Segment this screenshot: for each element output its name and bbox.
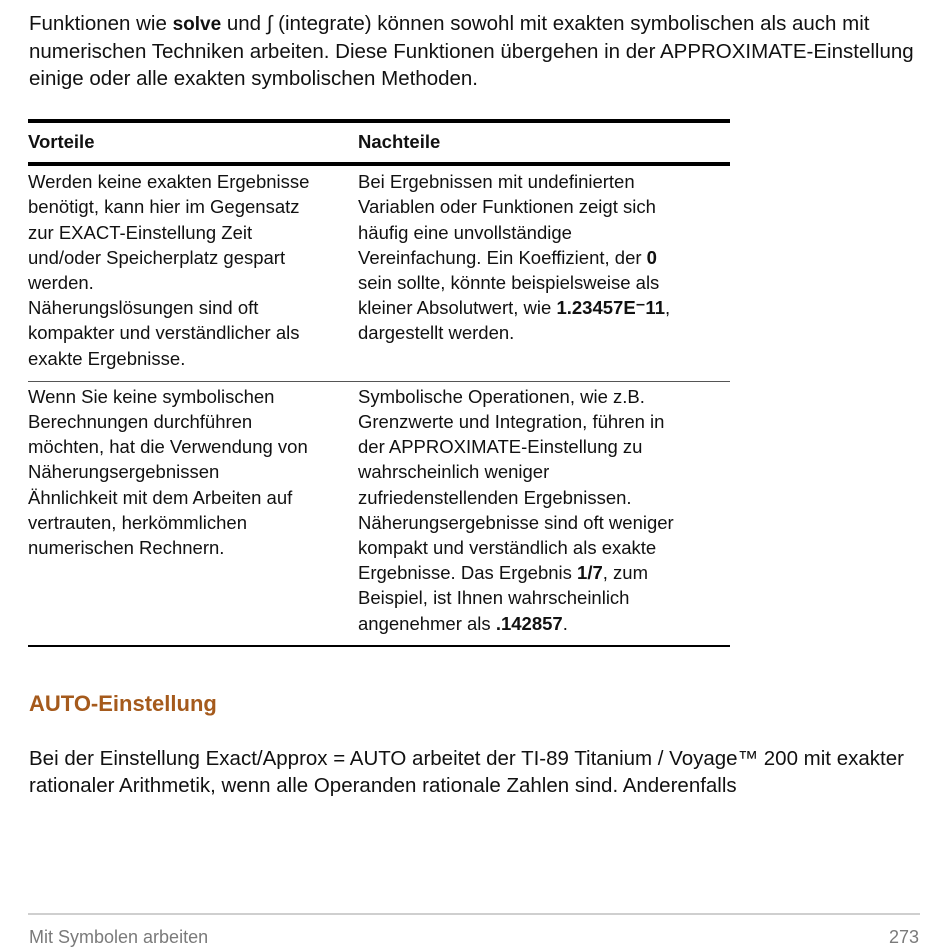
- disadvantage-text-part: , zum Beispiel, ist Ihnen wahrscheinlich angenehmer als: [358, 562, 648, 634]
- integral-symbol: ∫: [266, 12, 273, 35]
- fraction-value: 1/7: [577, 562, 603, 584]
- disadvantage-text-part: Bei Ergebnissen mit undefinierten Variablen oder Funktionen zeigt sich häufig eine unvollständige Vereinfachung. Ein Koeffizient, der: [358, 171, 656, 268]
- table-row: [28, 381, 730, 646]
- disadvantage-text: [358, 384, 730, 636]
- advantage-cell: [28, 381, 358, 646]
- header-vorteile: Vorteile: [28, 121, 358, 164]
- small-value: 1.23457E⁻11: [556, 297, 665, 319]
- intro-text-3: (integrate) können sowohl mit exakten symbolischen als auch mit numerischen Techniken arbeiten. Diese Funktionen übergehen in der APPROXIMATE-Einstellung einige oder alle exakten symbolischen Methoden.: [29, 12, 914, 90]
- zero-value: 0: [646, 246, 657, 268]
- table-row: [28, 164, 730, 381]
- footer-title: Mit Symbolen arbeiten: [29, 927, 209, 947]
- advantage-cell: [28, 164, 358, 381]
- header-nachteile: Nachteile: [358, 121, 730, 164]
- disadvantage-cell: [358, 164, 730, 381]
- decimal-value: .142857: [495, 612, 563, 634]
- footer-divider: [28, 913, 920, 915]
- disadvantage-text-part: Symbolische Operationen, wie z.B. Grenzwerte und Integration, führen in der APPROXIMATE-Einstellung zu wahrscheinlich weniger zufriedenstellenden Ergebnissen. Näherungsergebnisse sind oft weniger kompakt und verständlich als exakte Ergebnisse. Das Ergebnis: [358, 385, 674, 584]
- intro-text-1: Funktionen wie: [29, 12, 173, 35]
- advantage-text: Werden keine exakten Ergebnisse benötigt, kann hier im Gegensatz zur EXACT-Einstellung Zeit und/oder Speicherplatz gespart werden. Näherungslösungen sind oft kompakter und verständlicher als exakte Ergebnisse.: [28, 171, 310, 369]
- table-header-row: [28, 121, 730, 164]
- intro-paragraph: [29, 10, 929, 92]
- advantage-text: Wenn Sie keine symbolischen Berechnungen durchführen möchten, hat die Verwendung von Näherungsergebnissen Ähnlichkeit mit dem Arbeiten auf vertrauten, herkömmlichen numerischen Rechnern.: [28, 385, 308, 559]
- solve-keyword: solve: [172, 14, 222, 35]
- comparison-table: [28, 119, 730, 647]
- intro-text-2: und: [221, 12, 267, 35]
- disadvantage-text-part: .: [562, 612, 568, 634]
- disadvantage-text-part: sein sollte, könnte beispielsweise als kleiner Absolutwert, wie: [358, 272, 660, 319]
- auto-paragraph: Bei der Einstellung Exact/Approx = AUTO arbeitet der TI-89 Titanium / Voyage™ 200 mit exakter rationaler Arithmetik, wenn alle Operanden rationale Zahlen sind. Anderenfalls: [29, 747, 904, 797]
- disadvantage-text: [358, 169, 730, 345]
- disadvantage-text-part: , dargestellt werden.: [358, 297, 671, 344]
- page-number: 273: [888, 927, 919, 947]
- section-heading: AUTO-Einstellung: [29, 691, 217, 716]
- disadvantage-cell: [358, 381, 730, 646]
